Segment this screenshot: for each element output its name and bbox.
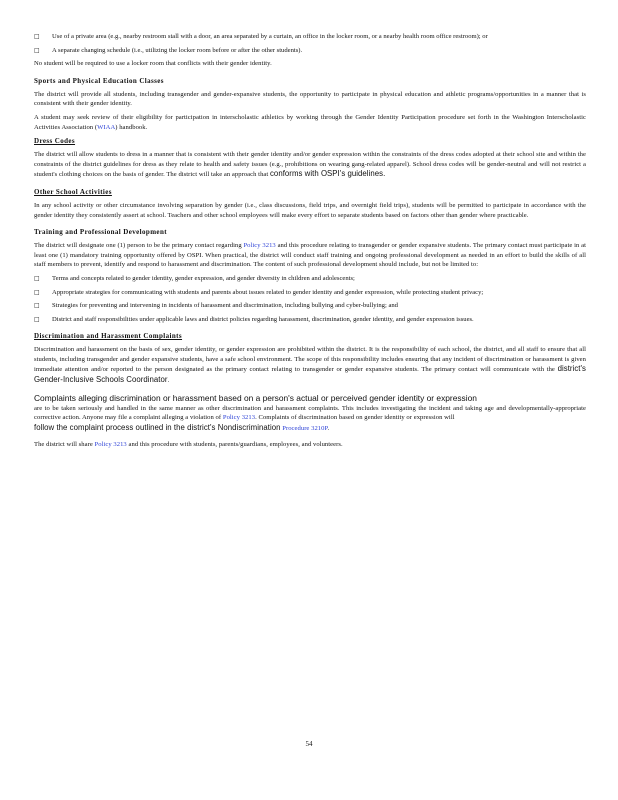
training-text: The district will designate one (1) person to be the primary contact regarding (34, 242, 242, 250)
training-bullet (34, 315, 586, 325)
bullet-icon: □ (34, 274, 40, 282)
complaints-text: are to be taken seriously and handled in the same manner as other discrimination and harassment complaints. This includes investigating the incident and taking age and developmentally-appropriate corrective action. Anyone may file a complaint alleging a violation of (34, 404, 586, 422)
training-paragraph (34, 241, 586, 270)
sports-paragraph-1: The district will provide all students, including transgender and gender-expansive students, the opportunity to participate in physical education and athletic programs/opportunities in a manner that is consistent with their gender identity. (34, 90, 586, 108)
bullet-text: District and staff responsibilities under applicable laws and district policies regarding harassment, discrimination, gender identity, and gender expression issues. (52, 315, 474, 323)
policy-3213-link[interactable]: Policy 3213 (243, 242, 276, 250)
complaint-process-line: follow the complaint process outlined in the district's Nondiscrimination Procedure 3210P. (34, 422, 330, 432)
training-text-end: and this procedure relating to transgender or gender expansive students. The primary contact must participate in at least one (1) mandatory training opportunity offered by OSPI. When practical, the district will conduct staff training and ongoing professional development as needed in an effort to build the skills of all staff members to prevent, identify and respond to harassment and discrimination. The content of such professional development should include, but not be limited to: (34, 242, 586, 269)
other-activities-heading: Other School Activities (34, 187, 112, 196)
sports-p2-text: A student may seek review of their eligibility for participation in interscholastic athletics by working through the Gender Identity Participation procedure set forth in the Washington Interscholastic Activities Association ( (34, 113, 586, 131)
complaints-lead: Complaints alleging discrimination or harassment based on a person's actual or perceived gender identity or expression (34, 392, 477, 403)
training-bullet (34, 288, 586, 298)
procedure-3210p-link[interactable]: Procedure 3210P (282, 424, 328, 432)
sports-heading: Sports and Physical Education Classes (34, 76, 164, 85)
discrimination-text: Discrimination and harassment on the basis of sex, gender identity, or gender expression are prohibited within the district. It is the responsibility of each school, the district, and all staff to ensure that all students, including transgender and gender expansive students, have a safe school environment. The scope of this responsibility includes ensuring that any incident of discrimination or harassment is given immediate attention and/or reported to the person designated as the primary contact relating to transgender or gender expansive students. The primary contact will communicate with the (34, 346, 586, 374)
dress-text-large: conforms with OSPI's guidelines. (269, 169, 386, 179)
bullet-icon: □ (34, 33, 40, 40)
share-text-end: and this procedure with students, parents/guardians, employees, and volunteers. (128, 441, 343, 449)
dress-paragraph (34, 150, 586, 180)
complaint-process-text: follow the complaint process outlined in the district's Nondiscrimination (34, 422, 281, 432)
dress-text: The district will allow students to dress in a manner that is consistent with their gender identity and/or gender expression within the constraints of the dress codes adopted at their school site and within the constraints of the district guidelines for dress as they relate to health and safety issues (e.g., prohibitions on wearing gang-related apparel). School dress codes will be gender-neutral and will not restrict a student's clothing choices on the basis of gender. The district will take an approach that (34, 151, 586, 179)
training-bullet (34, 301, 586, 311)
dress-heading: Dress Codes (34, 137, 76, 146)
training-bullet (34, 274, 586, 284)
bullet-icon: □ (34, 315, 40, 323)
bullet-text: Terms and concepts related to gender identity, gender expression, and gender diversity in children and adolescents; (52, 274, 355, 282)
coordinator-text: district's Gender-Inclusive Schools Coordinator (34, 364, 586, 385)
bullet-text: Use of a private area (e.g., nearby restroom stall with a door, an area separated by a curtain, an office in the locker room, or a nearby health room office restroom); or (52, 33, 488, 40)
bullet-icon: □ (34, 46, 40, 54)
sports-p2-text-end: ) handbook. (115, 123, 148, 131)
bullet-icon: □ (34, 288, 40, 296)
share-text: The district will share (34, 441, 93, 449)
other-activities-paragraph: In any school activity or other circumstance involving separation by gender (i.e., class discussions, field trips, and overnight field trips), students will be permitted to participate in accordance with the gender identity they consistently assert at school. Teachers and other school employees will make every effort to separate students based on factors other than gender where practicable. (34, 201, 586, 219)
policy-3213-link[interactable]: Policy 3213 (94, 441, 127, 449)
intro-bullet (34, 32, 586, 42)
sports-paragraph-2 (34, 113, 586, 132)
discrimination-paragraph-2: are to be taken seriously and handled in the same manner as other discrimination and harassment complaints. This includes investigating the incident and taking age and developmentally-appropriate corrective action. Anyone may file a complaint alleging a violation of Policy 3213. Complaints of discrimination based on gender identity or expression will (34, 404, 586, 422)
page-number: 54 (305, 740, 313, 748)
discrimination-heading: Discrimination and Harassment Complaints (34, 332, 183, 341)
bullet-text: Strategies for preventing and intervening in incidents of harassment and discrimination, including bullying and cyber-bullying; and (52, 302, 398, 310)
training-heading: Training and Professional Development (34, 228, 167, 237)
discrimination-paragraph-3 (34, 440, 586, 450)
discrimination-paragraph-1: Discrimination and harassment on the basis of sex, gender identity, or gender expression are prohibited within the district. It is the responsibility of each school, the district, and all staff to ensure that all students, including transgender and gender expansive students, have a safe school environment. The scope of this responsibility includes ensuring that any incident of discrimination or harassment is given immediate attention and/or reported to the person designated as the primary contact relating to transgender or gender expansive students. The primary contact will communicate with the district's Gender-Inclusive Schools Coordinator. (34, 346, 586, 385)
bullet-icon: □ (34, 302, 40, 310)
complaints-text-2: Complaints of discrimination based on gender identity or expression will (258, 414, 455, 422)
bullet-text: A separate changing schedule (i.e., utilizing the locker room before or after the other students). (52, 46, 303, 54)
intro-note: No student will be required to use a locker room that conflicts with their gender identity. (34, 60, 272, 68)
document-page (34, 32, 586, 450)
intro-bullet (34, 46, 586, 56)
policy-3213-link[interactable]: Policy 3213 (222, 414, 256, 422)
wiaa-link[interactable]: WIAA (97, 123, 116, 131)
bullet-text: Appropriate strategies for communicating with students and parents about issues related to gender identity and gender expression, while protecting student privacy; (52, 288, 484, 296)
